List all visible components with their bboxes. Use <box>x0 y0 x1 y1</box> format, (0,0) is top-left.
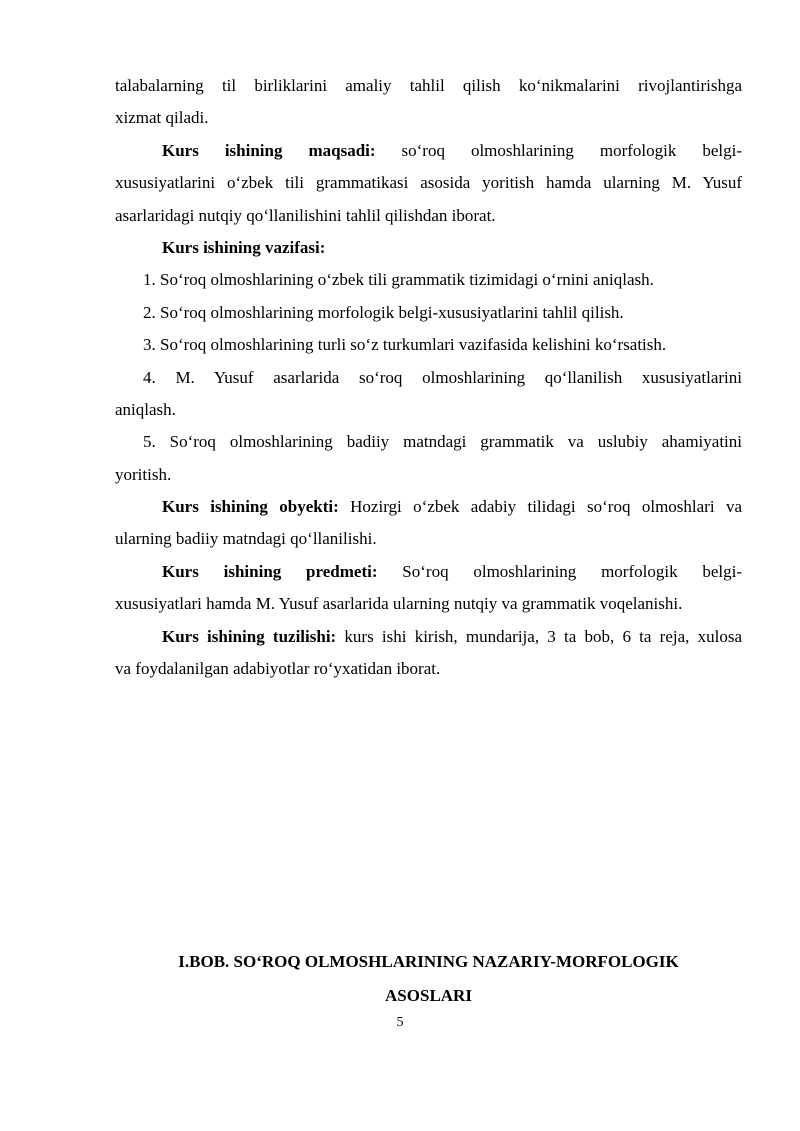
predmet-line-2: xususiyatlari hamda M. Yusuf asarlarida ularning nutqiy va grammatik voqelanishi. <box>115 594 683 614</box>
tuzilish-line-1: Kurs ishining tuzilishi: kurs ishi kirish, mundarija, 3 ta bob, 6 ta reja, xulosa <box>162 626 742 646</box>
tuzilish-line-2: va foydalanilgan adabiyotlar ro‘yxatidan iborat. <box>115 659 441 679</box>
list-item-5-line-1: 5. So‘roq olmoshlarining badiiy matndagi grammatik va uslubiy ahamiyatini <box>143 432 742 452</box>
maqsad-label: Kurs ishining maqsadi: <box>162 140 376 160</box>
body-text <box>115 70 742 685</box>
intro-line-2: xizmat qiladi. <box>115 108 209 128</box>
tuzilish-label: Kurs ishining tuzilishi: <box>162 626 337 646</box>
list-item-3: 3. So‘roq olmoshlarining turli so‘z turkumlari vazifasida kelishini ko‘rsatish. <box>143 335 667 355</box>
vazifa-heading: Kurs ishining vazifasi: <box>162 237 326 257</box>
intro-line-1: talabalarning til birliklarini amaliy tahlil qilish ko‘nikmalarini rivojlantirishga <box>115 76 742 95</box>
chapter-heading-line-2: ASOSLARI <box>385 986 472 1005</box>
maqsad-line-1: Kurs ishining maqsadi: so‘roq olmoshlarining morfologik belgi- <box>162 140 742 160</box>
obyekt-line-1: Kurs ishining obyekti: Hozirgi o‘zbek adabiy tilidagi so‘roq olmoshlari va <box>162 497 742 517</box>
list-item-4-line-1: 4. M. Yusuf asarlarida so‘roq olmoshlarining qo‘llanilish xususiyatlarini <box>143 367 742 387</box>
predmet-label: Kurs ishining predmeti: <box>162 561 378 581</box>
list-item-2: 2. So‘roq olmoshlarining morfologik belgi-xususiyatlarini tahlil qilish. <box>143 302 624 322</box>
list-item-4-line-2: aniqlash. <box>115 399 176 419</box>
chapter-heading-line-1: I.BOB. SO‘ROQ OLMOSHLARINING NAZARIY-MORFOLOGIK <box>178 952 679 971</box>
maqsad-line-2: xususiyatlarini o‘zbek tili grammatikasi asosida yoritish hamda ularning M. Yusuf <box>115 173 742 193</box>
predmet-line-1: Kurs ishining predmeti: So‘roq olmoshlarining morfologik belgi- <box>162 561 743 581</box>
maqsad-line-3: asarlaridagi nutqiy qo‘llanilishini tahlil qilishdan iborat. <box>115 205 496 225</box>
obyekt-line-2: ularning badiiy matndagi qo‘llanilishi. <box>115 529 377 549</box>
obyekt-label: Kurs ishining obyekti: <box>162 497 339 517</box>
page-number: 5 <box>396 1015 404 1030</box>
chapter-heading <box>115 945 742 1013</box>
list-item-5-line-2: yoritish. <box>115 464 172 484</box>
list-item-1: 1. So‘roq olmoshlarining o‘zbek tili grammatik tizimidagi o‘rnini aniqlash. <box>143 270 654 290</box>
